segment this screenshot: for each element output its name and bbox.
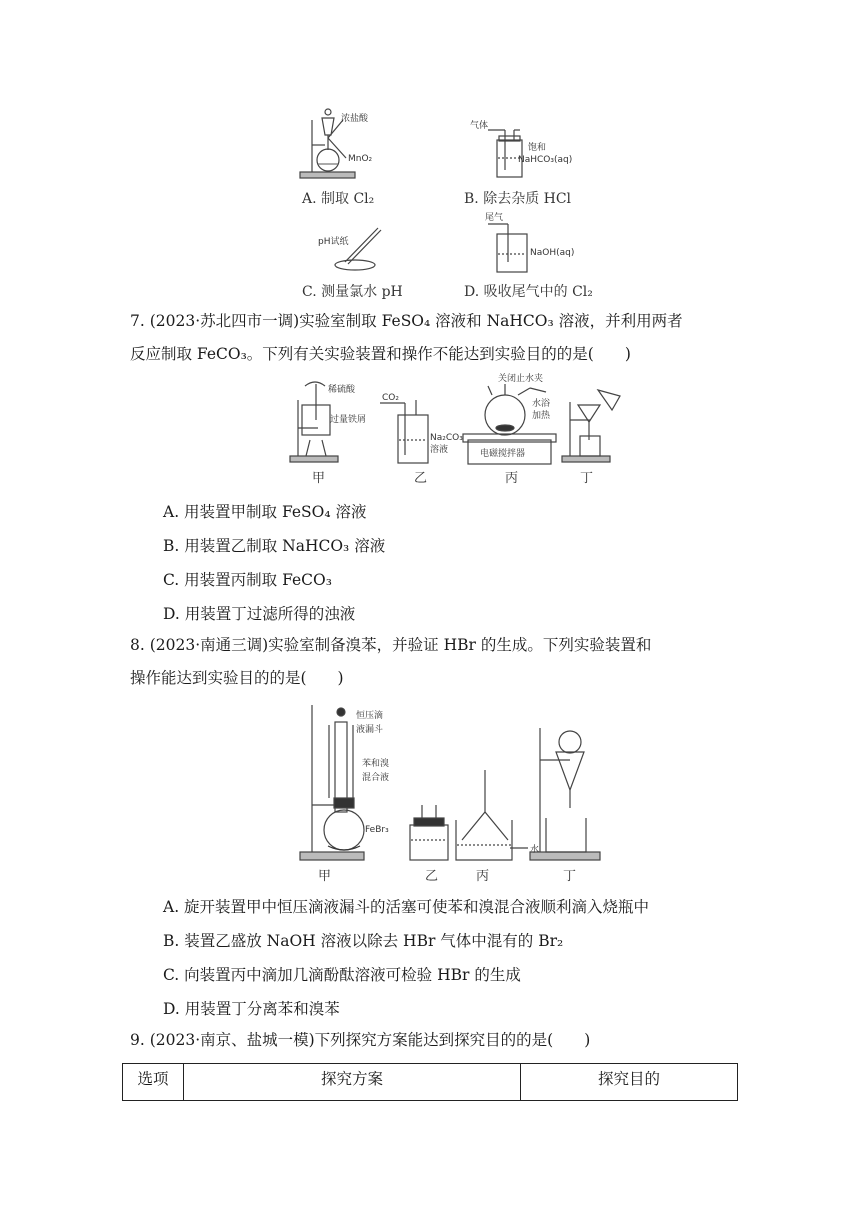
label-water: 水 [530,845,540,855]
label-saturated: 饱和 [528,143,547,153]
label-water-bath-2: 加热 [532,411,551,421]
q7-caption-yi: 乙 [414,471,428,486]
q7-caption-bing: 丙 [505,471,519,486]
q7-caption-jia: 甲 [312,471,326,486]
question-9-stem: 9. (2023·南京、盐城一模)下列探究方案能达到探究目的的是( ) [130,1031,591,1049]
q8-line-2: 操作能达到实验目的的是( ) [130,669,344,687]
label-mix-2: 混合液 [362,773,390,783]
header-plan: 探究方案 [184,1064,521,1101]
q8-caption-ding: 丁 [563,869,577,884]
header-option: 选项 [123,1064,184,1101]
q7-option-c: C. 用装置丙制取 FeCO₃ [163,571,332,589]
label-funnel-1: 恒压滴 [356,711,384,721]
caption-b: B. 除去杂质 HCl [464,191,572,207]
label-ph-paper: pH试纸 [318,237,349,247]
label-na2co3: Na₂CO₃ [430,433,463,443]
label-tailgas: 尾气 [485,213,504,223]
q8-line-1: 8. (2023·南通三调)实验室制备溴苯，并验证 HBr 的生成。下列实验装置和 [130,636,652,654]
table-header-row [123,1064,738,1101]
q9-table [122,1063,738,1101]
caption-d: D. 吸收尾气中的 Cl₂ [464,284,593,300]
label-mix-1: 苯和溴 [362,759,390,769]
q8-option-d: D. 用装置丁分离苯和溴苯 [163,1000,340,1018]
label-mno2: MnO₂ [348,154,373,164]
label-nahco3: NaHCO₃(aq) [518,155,573,165]
q7-option-d: D. 用装置丁过滤所得的浊液 [163,605,356,623]
q7-line-1: 7. (2023·苏北四市一调)实验室制取 FeSO₄ 溶液和 NaHCO₃ 溶液，并利用两者 [130,312,683,330]
q8-option-c: C. 向装置丙中滴加几滴酚酞溶液可检验 HBr 的生成 [163,966,521,984]
q8-caption-yi: 乙 [425,869,439,884]
q7-caption-ding: 丁 [580,471,594,486]
label-funnel-2: 液漏斗 [356,725,384,735]
label-gas: 气体 [470,121,489,131]
q8-caption-jia: 甲 [318,869,332,884]
label-close-clamp: 关闭止水夹 [498,374,544,384]
label-iron-filings: 过量铁屑 [330,415,367,425]
label-hcl: 浓盐酸 [341,114,369,124]
label-water-bath-1: 水浴 [532,399,551,409]
label-febr3: FeBr₃ [365,825,389,835]
label-magnetic-stirrer: 电磁搅拌器 [480,449,526,459]
caption-a: A. 制取 Cl₂ [302,191,375,207]
q8-option-b: B. 装置乙盛放 NaOH 溶液以除去 HBr 气体中混有的 Br₂ [163,932,564,950]
q7-line-2: 反应制取 FeCO₃。下列有关实验装置和操作不能达到实验目的的是( ) [130,345,631,363]
label-solution: 溶液 [430,445,449,455]
q8-option-a: A. 旋开装置甲中恒压滴液漏斗的活塞可使苯和溴混合液顺利滴入烧瓶中 [163,898,650,916]
caption-c: C. 测量氯水 pH [302,284,403,300]
header-purpose: 探究目的 [521,1064,738,1101]
q8-caption-bing: 丙 [476,869,490,884]
label-dilute-h2so4: 稀硫酸 [328,385,356,395]
label-co2: CO₂ [382,393,399,403]
q7-option-b: B. 用装置乙制取 NaHCO₃ 溶液 [163,537,386,555]
q7-option-a: A. 用装置甲制取 FeSO₄ 溶液 [163,503,367,521]
label-naoh: NaOH(aq) [530,248,575,258]
